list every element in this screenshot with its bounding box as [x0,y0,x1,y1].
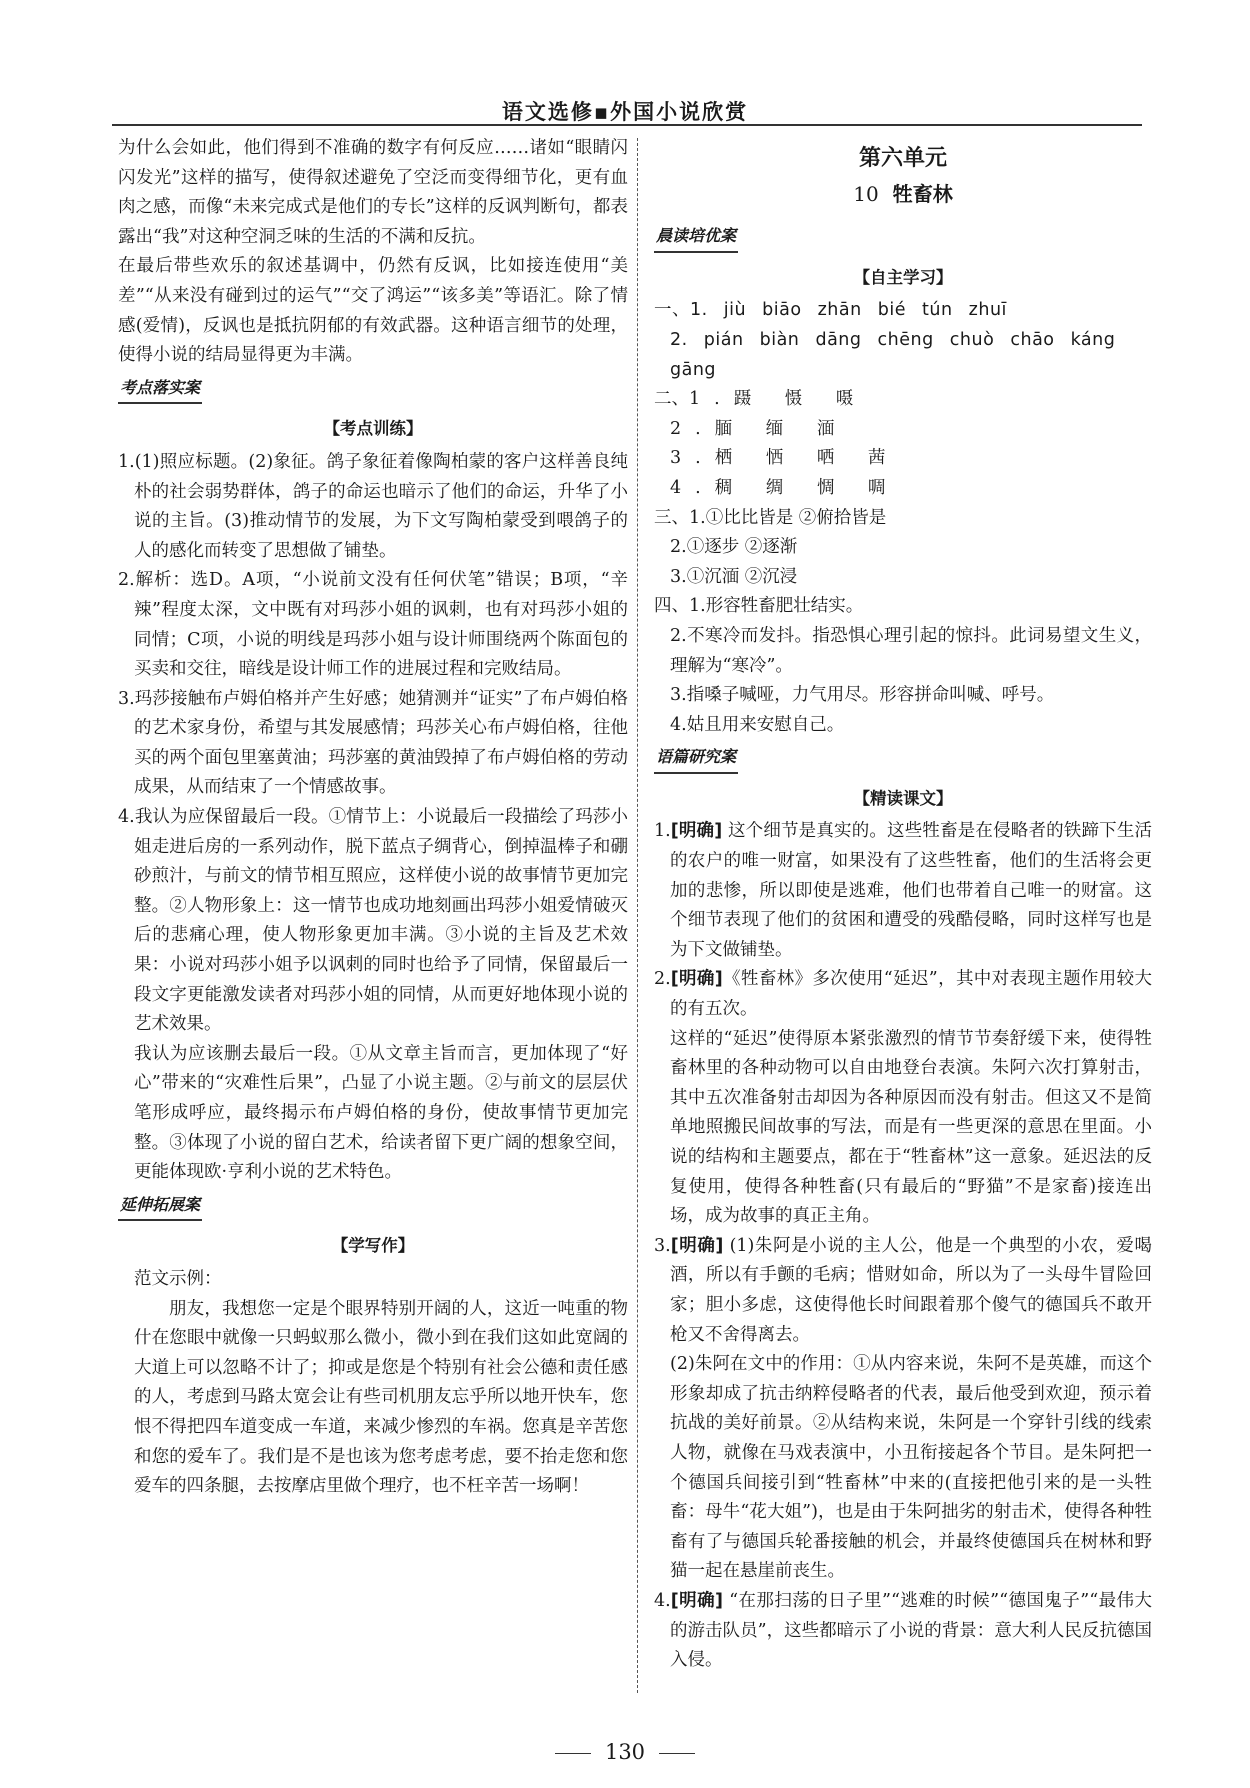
essay-label: 范文示例： [134,1268,222,1289]
reading-answer-cont: (2)朱阿在文中的作用：①从内容来说，朱阿不是英雄，而这个形象却成了抗击纳粹侵略者的代表，最后他受到欢迎，预示着抗战的美好前景。②从结构来说，朱阿是一个穿针引线的线索人物，就像在马戏表演中，小丑衔接起各个节目。是朱阿把一个德国兵间接引到“牲畜林”中来的(直接把他引来的是一头牲畜：母牛“花大姐”)，也是由于朱阿拙劣的射击术，使得各种牲畜有了与德国兵轮番接触的机会，并最终使德国兵在树林和野猫一起在悬崖前丧生。 [670,1354,1152,1582]
idiom-line: 三、1.①比比皆是 ②俯拾皆是 [654,507,887,528]
answer-item: 3.玛莎接触布卢姆伯格并产生好感；她猜测并“证实”了布卢姆伯格的艺术家身份，希望与其发展感情；玛莎关心布卢姆伯格，往他买的两个面包里塞黄油；玛莎塞的黄油毁掉了布卢姆伯格的劳动成果，从而结束了一个情感故事。 [118,688,628,798]
reading-answer: 3.[明确] (1)朱阿是小说的主人公，他是一个典型的小农，爱喝酒，所以有手颤的毛病；惜财如命，所以为了一头母牛冒险回家；胆小多虑，这使得他长时间跟着那个傻气的德国兵不敢开枪又不舍得离去。 [654,1235,1152,1345]
intro-paragraph: 为什么会如此，他们得到不准确的数字有何反应……诸如“眼睛闪闪发光”这样的描写，使得叙述避免了空泛而变得细节化，更有血肉之感，而像“未来完成式是他们的专长”这样的反讽判断句，都表露出“我”对这种空洞乏味的生活的不满和反抗。 [118,138,628,247]
definition-line: 2.不寒冷而发抖。指恐惧心理引起的惊抖。此词易望文生义，理解为“寒冷”。 [670,625,1152,676]
running-header: 语文选修▪外国小说欣赏 [501,100,749,124]
pinyin-line: gāng [670,359,717,380]
page-number: 130 [604,1740,646,1764]
section-tag-kaodian: 考点落实案 [118,373,202,405]
answer-item: 4.我认为应保留最后一段。①情节上：小说最后一段描绘了玛莎小姐走进后房的一系列动作，脱下蓝点子绸背心，倒掉温棒子和硼砂煎汁，与前文的情节相互照应，这样使小说的故事情节更加完整。②人物形象上：这一情节也成功地刻画出玛莎小姐爱情破灭后的悲痛心理，使人物形象更加丰满。③小说的主旨及艺术效果：小说对玛莎小姐予以讽刺的同时也给予了同情，保留最后一段文字更能激发读者对玛莎小姐的同情，从而更好地体现小说的艺术效果。 [118,807,628,1035]
char-line: 2.腼 缅 湎 [670,418,849,439]
reading-answer-text: (1)朱阿是小说的主人公，他是一个典型的小农，爱喝酒，所以有手颤的毛病；惜财如命，所以为了一头母牛冒险回家；胆小多虑，这使得他长时间跟着那个傻气的德国兵不敢开枪又不舍得离去。 [670,1235,1152,1345]
lesson-name: 牲畜林 [892,181,953,206]
definition-line: 四、1.形容牲畜肥壮结实。 [654,596,864,617]
char-line [654,385,1152,415]
char-line: 4.稠 绸 惆 啁 [670,477,900,498]
lesson-number: 10 [853,181,879,206]
reading-answer-text: “在那扫荡的日子里”“逃难的时候”“德国鬼子”“最伟大的游击队员”，这些都暗示了小说的背景：意大利人民反抗德国入侵。 [670,1590,1152,1671]
reading-answer: 4.[明确] “在那扫荡的日子里”“逃难的时候”“德国鬼子”“最伟大的游击队员”，这些都暗示了小说的背景：意大利人民反抗德国入侵。 [654,1590,1152,1671]
answer-item: 1.(1)照应标题。(2)象征。鸽子象征着像陶柏蒙的客户这样善良纯朴的社会弱势群体，鸽子的命运也暗示了他们的命运，升华了小说的主旨。(3)推动情节的发展，为下文写陶柏蒙受到喂鸽子的人的感化而转变了思想做了铺垫。 [118,451,628,561]
section-tag-chendu: 晨读培优案 [654,221,738,253]
section-tag-yanshen: 延伸拓展案 [118,1190,202,1222]
idiom-line: 3.①沉湎 ②沉浸 [670,566,798,587]
answer-alternative: 我认为应该删去最后一段。①从文章主旨而言，更加体现了“好心”带来的“灾难性后果”，凸显了小说主题。②与前文的层层伏笔形成呼应，最终揭示布卢姆伯格的身份，使故事情节更加完整。③体现了小说的留白艺术，给读者留下更广阔的想象空间，更能体现欧·亨利小说的艺术特色。 [134,1043,628,1183]
section-tag-yupian: 语篇研究案 [654,742,738,774]
definition-line: 4.姑且用来安慰自己。 [670,714,845,735]
mark-label: [明确] [670,1590,724,1611]
reading-answer-cont: 这样的“延迟”使得原本紧张激烈的情节节奏舒缓下来，使得牲畜林里的各种动物可以自由地登台表演。朱阿六次打算射击，其中五次准备射击却因为各种原因而没有射击。但这又不是简单地照搬民间故事的写法，而是有一些更深的意思在里面。小说的结构和主题要点，都在于“牲畜林”这一意象。延迟法的反复使用，使得各种牲畜(只有最后的“野猫”不是家畜)接连出场，成为故事的真正主角。 [670,1028,1152,1227]
q1-label: 一、 [654,300,690,321]
definition-line: 3.指嗓子喊哑，力气用尽。形容拼命叫喊、呼号。 [670,685,1055,706]
pinyin-line: 2. pián biàn dāng chēng chuò chāo káng [670,329,1116,350]
footer-dash [555,1753,591,1754]
right-column [654,134,1152,1676]
reading-answer: 2.[明确]《牲畜林》多次使用“延迟”，其中对表现主题作用较大的有五次。 [654,969,1152,1020]
intro-paragraph: 在最后带些欢乐的叙述基调中，仍然有反讽，比如接连使用“美差”“从来没有碰到过的运气”“交了鸿运”“该多美”等语汇。除了情感(爱情)，反讽也是抵抗阴郁的有效武器。这种语言细节的处理，使得小说的结局显得更为丰满。 [118,256,628,366]
idiom-line: 2.①逐步 ②逐渐 [670,537,798,558]
subsection-heading: 【考点训练】 [323,419,423,439]
page-footer [0,1740,1250,1764]
mark-label: [明确] [670,1235,724,1256]
footer-dash [659,1753,695,1754]
reading-answer-text: 这个细节是真实的。这些牲畜是在侵略者的铁蹄下生活的农户的唯一财富，如果没有了这些牲畜，他们的生活将会更加的悲惨，所以即使是逃难，他们也带着自己唯一的财富。这个细节表现了他们的贫困和遭受的残酷侵略，同时这样写也是为下文做铺垫。 [670,821,1153,960]
left-column [118,134,628,1502]
char-line: 3.栖 恓 哂 茜 [670,448,900,469]
pinyin-line [654,296,1152,326]
header-rule [112,124,1142,126]
unit-title: 第六单元 [858,146,947,171]
answer-item: 2.解析：选D。A项，“小说前文没有任何伏笔”错误；B项，“辛辣”程度太深，文中既有对玛莎小姐的讽刺，也有对玛莎小姐的同情；C项，小说的明线是玛莎小姐与设计师围绕两个陈面包的买卖和交往，暗线是设计师工作的进展过程和完败结局。 [118,570,628,680]
lesson-title [654,180,1152,210]
subsection-heading: 【自主学习】 [853,267,953,287]
q2-label: 二、 [654,389,689,410]
column-divider [637,138,638,1693]
mark-label: [明确] [670,821,723,842]
pinyin-text: 1. jiù biāo zhān bié tún zhuī [690,300,1007,321]
subsection-heading: 【学写作】 [331,1236,415,1256]
essay-text: 朋友，我想您一定是个眼界特别开阔的人，这近一吨重的物什在您眼中就像一只蚂蚁那么微小，微小到在我们这如此宽阔的大道上可以忽略不计了；抑或是您是个特别有社会公德和责任感的人，考虑到马路太宽会让有些司机朋友忘乎所以地开快车，您恨不得把四车道变成一车道，来减少惨烈的车祸。您真是辛苦您和您的爱车了。我们是不是也该为您考虑考虑，要不抬走您和您爱车的四条腿，去按摩店里做个理疗，也不枉辛苦一场啊！ [134,1298,628,1497]
subsection-heading: 【精读课文】 [853,788,953,808]
reading-answer-text: 《牲畜林》多次使用“延迟”，其中对表现主题作用较大的有五次。 [670,969,1152,1020]
char-text: 1.蹑 慑 嗫 [689,389,868,410]
mark-label: [明确] [670,969,723,990]
reading-answer: 1.[明确] 这个细节是真实的。这些牲畜是在侵略者的铁蹄下生活的农户的唯一财富，如果没有了这些牲畜，他们的生活将会更加的悲惨，所以即使是逃难，他们也带着自己唯一的财富。这个细节表现了他们的贫困和遭受的残酷侵略，同时这样写也是为下文做铺垫。 [654,821,1153,960]
